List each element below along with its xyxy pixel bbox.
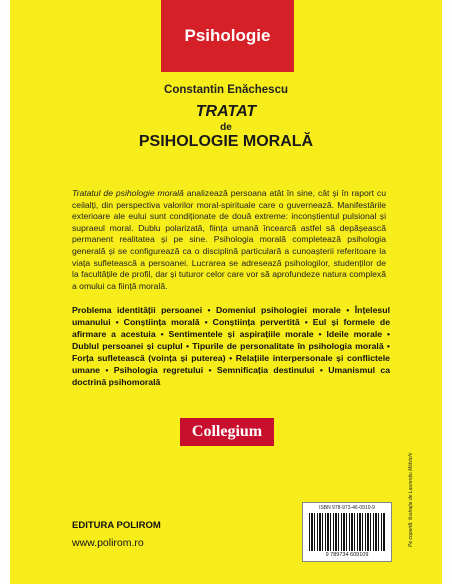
topic-item: Psihologia regretului [113, 365, 204, 375]
barcode-icon [309, 513, 385, 551]
bullet-icon: • [346, 305, 350, 315]
series-label: Psihologie [184, 26, 271, 45]
bullet-icon: • [319, 365, 323, 375]
bullet-icon: • [105, 365, 109, 375]
title-line-2: PSIHOLOGIE MORALĂ [138, 133, 314, 150]
topic-item: Ideile morale [326, 329, 383, 339]
collection-logo [180, 418, 274, 446]
isbn-barcode-block [302, 502, 392, 562]
topic-item: Eul și formele de afirmare a acestuia [72, 317, 391, 339]
topics-list [72, 304, 390, 388]
topic-item: Problema identității persoanei [72, 305, 203, 315]
bullet-icon: • [318, 329, 322, 339]
description-lead: Tratatul de psihologie morală [72, 188, 184, 198]
bullet-icon: • [208, 365, 212, 375]
topic-item: Înțelesul umanului [72, 305, 390, 327]
bullet-icon: • [386, 341, 390, 351]
bullet-icon: • [204, 317, 208, 327]
topic-item: Forța sufletească (voința și puterea) [72, 353, 226, 363]
topic-item: Tipurile de personalitate în psihologia morală [192, 341, 384, 351]
bullet-icon: • [229, 353, 233, 363]
publisher-name: EDITURA POLIROM [72, 520, 161, 531]
topic-item: Sentimentele și aspirațiile morale [168, 329, 314, 339]
bullet-icon: • [160, 329, 164, 339]
barcode-number: 9 789734 609109 [325, 552, 369, 558]
topic-item: Relațiile interpersonale și conflictele umane [72, 353, 391, 375]
topic-item: Conștiința morală [123, 317, 200, 327]
bullet-icon: • [115, 317, 119, 327]
bullet-icon: • [304, 317, 308, 327]
isbn-label: ISBN 978-973-46-0910-9 [319, 505, 375, 511]
book-description [72, 188, 386, 292]
title-connector: de [220, 122, 232, 133]
bullet-icon: • [207, 305, 211, 315]
topic-item: Umanismul ca doctrină psihomorală [72, 365, 391, 387]
bullet-icon: • [386, 329, 391, 339]
topic-item: Conștiința pervertită [212, 317, 300, 327]
author-name: Constantin Enăchescu [164, 84, 288, 96]
title-line-1: TRATAT [195, 103, 257, 120]
topic-item: Domeniul psihologiei morale [216, 305, 341, 315]
publisher-website: www.polirom.ro [72, 537, 144, 549]
topic-item: Semnificația destinului [216, 365, 315, 375]
collection-label: Collegium [191, 423, 263, 440]
topic-item: Dublul persoanei și cuplul [72, 341, 183, 351]
description-body: analizează persoana atât în sine, cât și în raport cu ceilalți, din perspectiva valorilor moral-spirituale care o guvernează. Manifestările exterioare ale eului sunt condiționate de două extreme: inconștientul pulsional și supraeul moral. Dublu polarizată, ființa umană încearcă astfel să depășească permanent realitatea și pe sine. Psihologia morală completează psihologia generală și se configurează ca o disciplină particulară a cunoașterii referitoare la viața sufletească a persoanei. Lucrarea se adresează psihologilor, studenților de la facultățile de profil, dar și tuturor celor care vor să aprofundeze natura complexă a omului ca ființă morală. [72, 188, 387, 291]
cover-illustration-credit: Pe copertă: ilustrație de Laurențiu Midvichi [408, 452, 414, 547]
book-back-cover [10, 0, 442, 584]
series-badge [161, 0, 294, 72]
bullet-icon: • [185, 341, 189, 351]
